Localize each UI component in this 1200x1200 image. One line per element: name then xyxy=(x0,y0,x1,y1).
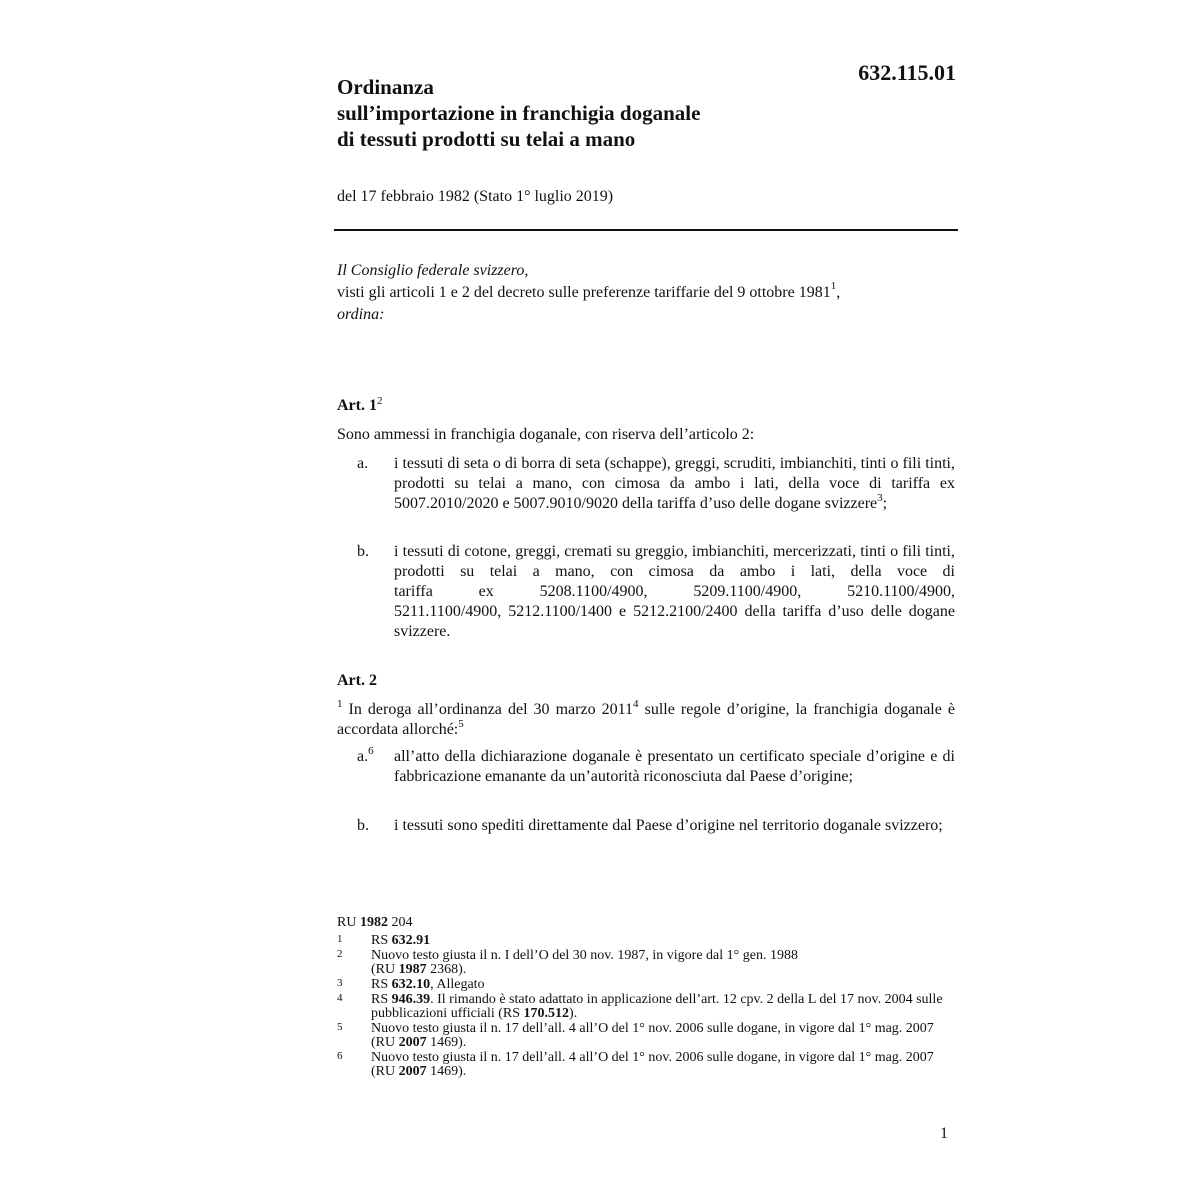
list-item-text: i tessuti sono spediti direttamente dal Paese d’origine nel territorio doganale svizzero; xyxy=(394,817,943,834)
list-item xyxy=(337,454,955,514)
preamble-basis xyxy=(337,282,957,304)
footnote-ref[interactable]: 6 xyxy=(368,745,374,757)
paragraph-number: 1 xyxy=(337,698,343,710)
footnote-ref[interactable]: 4 xyxy=(633,698,639,710)
page-number: 1 xyxy=(940,1125,948,1142)
footnote-bold[interactable]: 632.91 xyxy=(391,933,431,948)
title-line: sull’importazione in franchigia doganale xyxy=(337,101,701,125)
title-line: Ordinanza xyxy=(337,75,434,99)
list-item xyxy=(337,747,955,787)
footnote-text: RS xyxy=(371,992,392,1007)
footnote xyxy=(337,993,947,1021)
footnote xyxy=(337,934,947,948)
footnote-bold[interactable]: 1987 xyxy=(398,962,427,977)
ru-reference xyxy=(337,915,412,931)
ordinance-title xyxy=(337,74,817,152)
footnote-text: RS xyxy=(371,977,392,992)
footnote-number: 2 xyxy=(337,948,343,960)
list-item xyxy=(337,542,955,642)
footnote-number: 4 xyxy=(337,992,343,1004)
footnotes xyxy=(337,934,947,1080)
list-marker xyxy=(357,747,374,767)
ru-year: 1982 xyxy=(359,915,388,930)
footnote xyxy=(337,978,947,992)
list-item-line: tariffa ex 5208.1100/4900, 5209.1100/4900, 5210.1100/4900, xyxy=(394,583,955,600)
list-item-text xyxy=(394,454,955,514)
list-item xyxy=(337,816,955,836)
list-marker: b. xyxy=(357,817,369,834)
footnote-number: 1 xyxy=(337,933,343,945)
punctuation: ; xyxy=(882,495,888,512)
list-item-line: i tessuti di cotone, greggi, cremati su greggio, imbianchiti, mercerizzati, tinti o fili tinti, prodotti su telai a mano, con cimosa da ambo i lati, della voce di xyxy=(394,543,955,580)
footnote xyxy=(337,949,947,977)
list-item-line: 5211.1100/4900, 5212.1100/1400 e 5212.2100/2400 della tariffa d’uso delle dogane svizzere. xyxy=(394,603,955,640)
article-2-intro xyxy=(337,700,955,740)
preamble-authority: Il Consiglio federale svizzero, xyxy=(337,262,529,279)
punctuation: , xyxy=(836,284,841,301)
footnote-bold[interactable]: 2007 xyxy=(398,1064,427,1079)
article-1-heading xyxy=(337,397,382,415)
footnote-text xyxy=(371,963,947,977)
date-line: del 17 febbraio 1982 (Stato 1° luglio 2019) xyxy=(337,188,614,205)
preamble xyxy=(337,260,957,326)
footnote-text: 1469). xyxy=(426,1035,467,1050)
footnote-text: Nuovo testo giusta il n. 17 dell’all. 4 all’O del 1° nov. 2006 sulle dogane, in vigore dal 1° mag. 2007 (RU xyxy=(371,1021,934,1050)
footnote-number: 5 xyxy=(337,1021,343,1033)
preamble-ordina: ordina: xyxy=(337,306,385,323)
intro-text: sulle regole d’origine, la franchigia doganale è accordata allorché: xyxy=(337,701,956,738)
footnote xyxy=(337,1022,947,1050)
list-item-body: i tessuti di seta o di borra di seta (schappe), greggi, scruditi, imbianchiti, tinti o fili tinti, prodotti su telai a mano, con cimosa da ambo i lati, della voce di tariffa ex 5007.2010/2020 e 5007.9010/9020 della tariffa d’uso delle dogane svizzere xyxy=(394,455,955,512)
footnote-text: ). xyxy=(569,1006,578,1021)
horizontal-rule xyxy=(334,229,958,231)
article-1-intro: Sono ammessi in franchigia doganale, con riserva dell’articolo 2: xyxy=(337,426,755,443)
footnote-ref[interactable]: 5 xyxy=(458,718,464,730)
footnote-number: 6 xyxy=(337,1050,343,1062)
footnote-ref[interactable]: 3 xyxy=(877,492,883,504)
footnote-text: , Allegato xyxy=(430,977,485,992)
footnote-ref[interactable]: 2 xyxy=(376,395,383,407)
article-heading-text: Art. 1 xyxy=(337,397,377,414)
footnote-bold[interactable]: 946.39 xyxy=(391,992,431,1007)
list-item-text xyxy=(394,542,955,642)
footnote-text: 2368). xyxy=(426,962,467,977)
sr-number: 632.115.01 xyxy=(858,60,956,85)
list-marker: a. xyxy=(357,455,369,472)
footnote xyxy=(337,1051,947,1079)
list-marker-text: a. xyxy=(357,748,369,765)
footnote-text: (RU xyxy=(371,962,399,977)
ru-prefix: RU xyxy=(337,915,360,930)
intro-text: In deroga all’ordinanza del 30 marzo 2011 xyxy=(342,701,634,718)
footnote-text: 1469). xyxy=(426,1064,467,1079)
footnote-bold[interactable]: 2007 xyxy=(398,1035,427,1050)
footnote-text: Nuovo testo giusta il n. I dell’O del 30 nov. 1987, in vigore dal 1° gen. 1988 xyxy=(371,948,798,963)
footnote-text: . Il rimando è stato adattato in applicazione dell’art. 12 cpv. 2 della L del 17 nov. 2004 sulle pubblicazioni ufficiali (RS xyxy=(371,992,943,1021)
footnote-number: 3 xyxy=(337,977,343,989)
footnote-text: Nuovo testo giusta il n. 17 dell’all. 4 all’O del 1° nov. 2006 sulle dogane, in vigore dal 1° mag. 2007 (RU xyxy=(371,1050,934,1079)
list-item-text: all’atto della dichiarazione doganale è presentato un certificato speciale d’origine e di fabbricazione emanante da un’autorità riconosciuta dal Paese d’origine; xyxy=(394,748,955,785)
footnote-bold[interactable]: 170.512 xyxy=(523,1006,570,1021)
footnote-text: RS xyxy=(371,933,392,948)
title-line: di tessuti prodotti su telai a mano xyxy=(337,127,636,151)
footnote-bold[interactable]: 632.10 xyxy=(391,977,431,992)
preamble-basis-text: visti gli articoli 1 e 2 del decreto sulle preferenze tariffarie del 9 ottobre 1981 xyxy=(337,284,831,301)
ru-page: 204 xyxy=(387,915,413,930)
footnote-ref[interactable]: 1 xyxy=(830,280,837,292)
article-2-heading: Art. 2 xyxy=(337,672,377,689)
list-marker: b. xyxy=(357,543,369,560)
